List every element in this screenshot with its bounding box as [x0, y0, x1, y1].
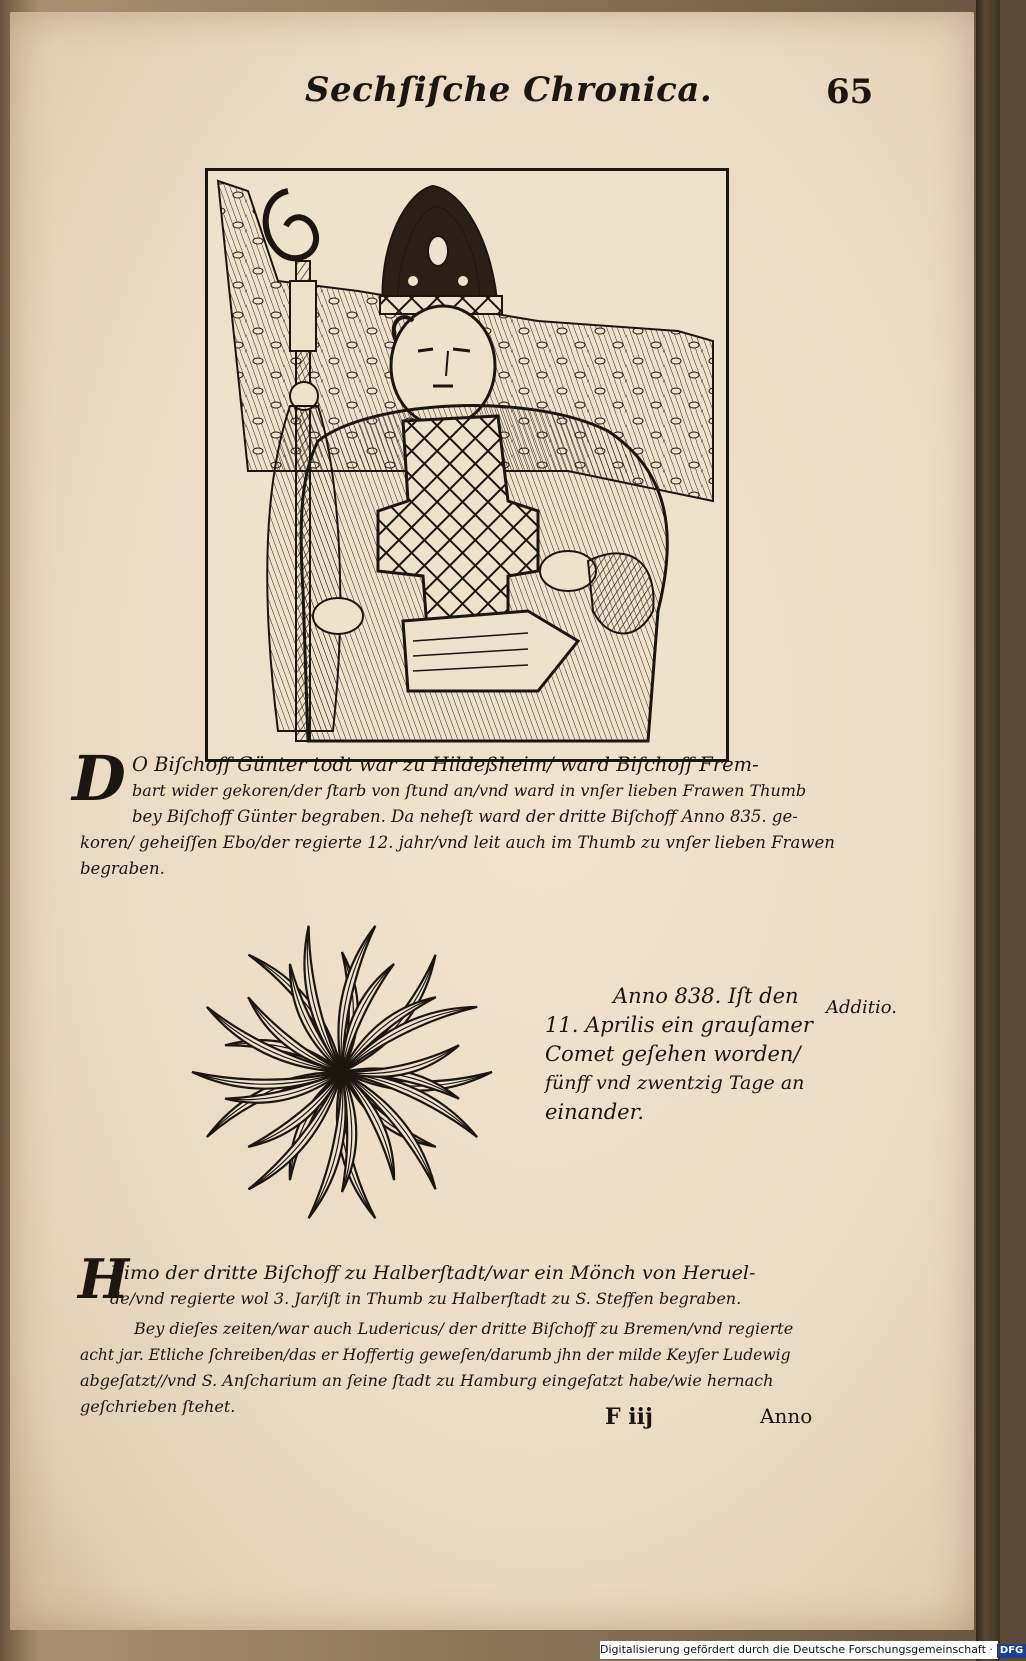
signature-mark: F iij [605, 1404, 653, 1430]
paragraph-line: de/vnd regierte wol 3. Jar/iſt in Thumb zu Halberſtadt zu S. Steffen begraben. [110, 1289, 742, 1308]
paragraph-line: acht jar. Etliche ſchreiben/das er Hoffertig geweſen/darumb jhn der milde Keyſer Ludewig [80, 1346, 791, 1364]
paragraph-line: koren/ geheiſſen Ebo/der regierte 12. jahr/vnd leit auch im Thumb zu vnſer lieben Frawen [80, 833, 835, 852]
dfg-logo: DFG [997, 1644, 1026, 1658]
comet-caption [545, 982, 825, 1127]
comet-woodcut [182, 922, 502, 1240]
paragraph-ludericus [80, 1316, 840, 1420]
bishop-portrait-woodcut [205, 168, 729, 762]
dropcap-h: H [78, 1247, 130, 1311]
running-header-title: Sechſiſche Chronica. [305, 70, 713, 110]
paragraph-bishop-guenter [132, 752, 832, 830]
book-spine-edge [976, 0, 1000, 1661]
paragraph-line: begraben. [80, 859, 165, 878]
credit-text: Digitalisierung gefördert durch die Deutsche Forschungsgemeinschaft · [600, 1643, 993, 1656]
marginal-note-additio: Additio. [826, 997, 898, 1018]
comet-icon [182, 922, 502, 1240]
paragraph-line: geſchrieben ſtehet. [80, 1397, 236, 1416]
paragraph-bishop-guenter-cont [80, 830, 840, 882]
comet-caption-line: fünff vnd zwentzig Tage an [545, 1072, 805, 1094]
paragraph-line: abgeſatzt//vnd S. Anſcharium an ſeine ſtadt zu Hamburg eingeſatzt habe/wie hernach [80, 1371, 774, 1390]
paragraph-line: bart wider gekoren/der ſtarb von ſtund an/vnd ward in vnſer lieben Frawen Thumb [132, 781, 807, 800]
paragraph-line: bey Biſchoff Günter begraben. Da neheſt ward der dritte Biſchoff Anno 835. ge- [132, 807, 798, 826]
paragraph-line: O Biſchoff Günter todt war zu Hildeßheim/ ward Biſchoff Frem- [132, 753, 759, 776]
comet-caption-line: 11. Aprilis ein grauſamer [545, 1013, 813, 1037]
comet-caption-line: Comet geſehen worden/ [545, 1042, 801, 1066]
bishop-portrait-icon [208, 171, 720, 753]
catchword: Anno [760, 1404, 813, 1428]
digitization-credit [600, 1641, 1024, 1659]
paragraph-line: Eimo der dritte Biſchoff zu Halberſtadt/war ein Mönch von Heruel- [110, 1262, 756, 1284]
paragraph-heimo [110, 1260, 830, 1312]
comet-caption-line: Anno 838. Iſt den [613, 984, 799, 1008]
paragraph-line: Bey dieſes zeiten/war auch Ludericus/ der dritte Biſchoff zu Bremen/vnd regierte [134, 1319, 794, 1338]
dropcap-d: D [72, 742, 126, 815]
comet-core [334, 1064, 350, 1080]
comet-caption-line: einander. [545, 1100, 644, 1124]
page-number: 65 [826, 72, 874, 112]
